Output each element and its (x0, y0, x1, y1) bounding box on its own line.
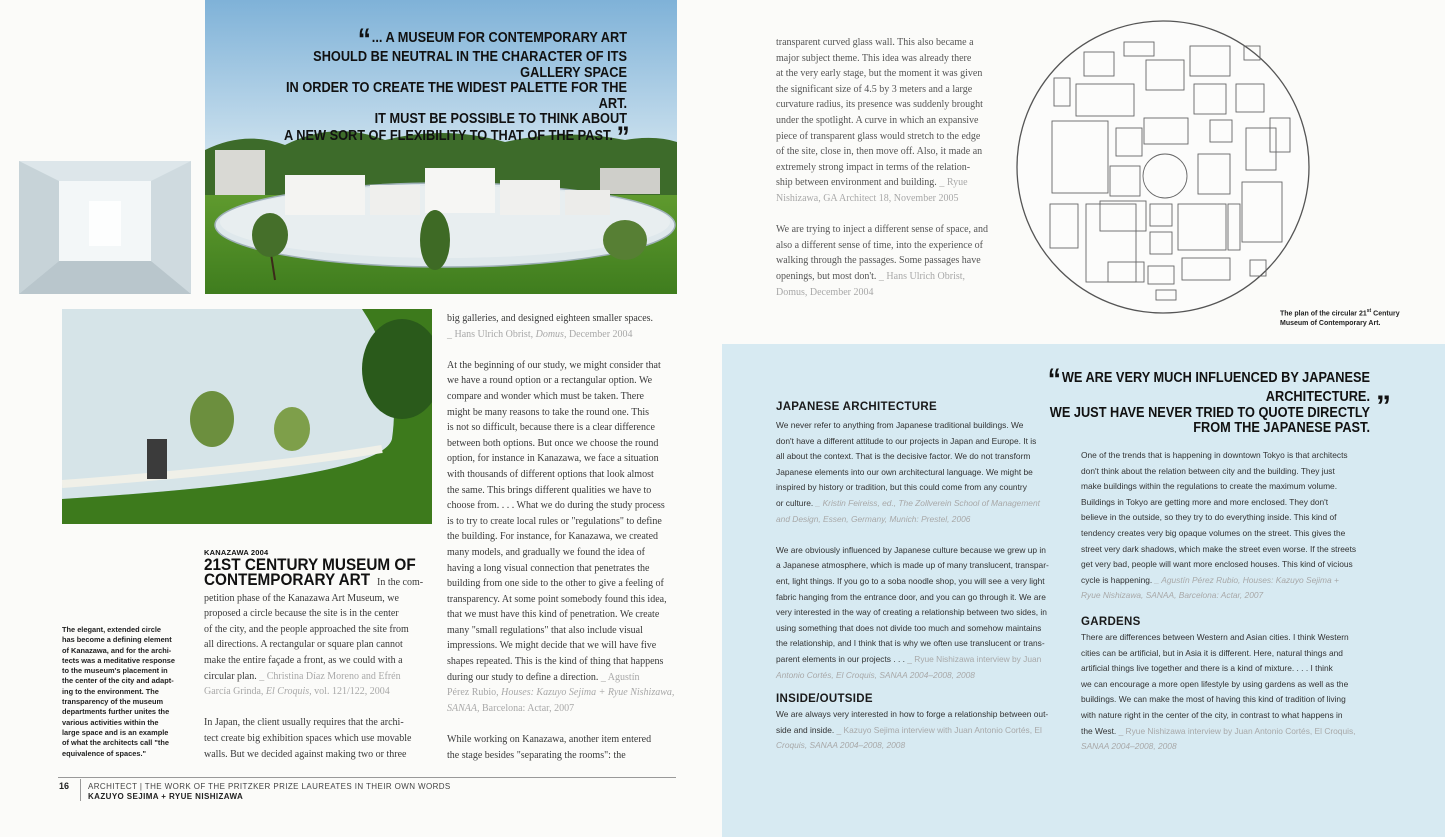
col1-text (204, 570, 426, 762)
body-line: proposed a circle because the site is in the center (204, 608, 399, 620)
citation: _ Hans Ulrich Obrist, (878, 270, 966, 282)
body-line: At the beginning of our study, we might consider that (447, 359, 661, 371)
body-line: or culture. (776, 497, 814, 508)
body-line: all about the context. That is the decisive factor. We do not transform (776, 451, 1031, 462)
close-quote-icon: ” (1376, 390, 1388, 423)
citation: and Design, Essen, Germany, Munich: Prestel, 2006 (776, 513, 971, 524)
citation: Ryue Nishizawa, SANAA, Barcelona: Actar, 2007 (1081, 590, 1264, 601)
body-line: using something that does not divide too much and somehow maintains (776, 622, 1042, 633)
body-line: make the entire façade a front, as we could with a (204, 654, 403, 666)
body-line: artificial things live together and there is a kind of mixture. . . . I think (1081, 663, 1333, 674)
body-line: don't have a different attitude to our projects in Japan and Europe. It is (776, 435, 1037, 446)
caption-line: departments further unites the (62, 707, 170, 717)
body-line: get very bad, people will want more enclosed houses. This kind of vicious (1081, 559, 1353, 570)
body-line: of the site, close in, then move off. Also, it made an (776, 146, 983, 158)
body-line: In Japan, the client usually requires that the archi- (204, 717, 404, 729)
close-quote-icon: ” (616, 120, 627, 154)
body-line: tect create big exhibition spaces which use movable (204, 732, 412, 744)
pull-quote-line: SHOULD BE NEUTRAL IN THE CHARACTER OF ITS GALLERY SPACE (313, 49, 627, 81)
body-line: transparency. At some point somebody found this idea, (447, 593, 667, 605)
section-heading: GARDENS (1081, 615, 1141, 628)
museum-interior-photo (19, 161, 191, 294)
citation: García Grinda, (204, 686, 264, 698)
citation: Pérez Rubio, (447, 687, 499, 699)
pull-quote-line: ... A MUSEUM FOR CONTEMPORARY ART (371, 30, 627, 46)
caption-line: The elegant, extended circle (62, 625, 161, 634)
body-line: cycle is happening. (1081, 574, 1153, 585)
body-line: shapes repeated. This is the kind of thing that happens (447, 656, 664, 668)
caption-line: to the museum's placement in (62, 666, 168, 676)
section-heading: JAPANESE ARCHITECTURE (776, 401, 937, 413)
citation: _ Ryue Nishizawa interview by Juan Antonio Cortés, El Croquis, (1118, 725, 1356, 736)
body-line: many "small regulations" that also include visual (447, 624, 643, 636)
body-line: curvature radius, its presence was suddenly brought (776, 99, 983, 111)
citation: SANAA 2004–2008, 2008 (1081, 741, 1177, 752)
pull-quote-line: IN ORDER TO CREATE THE WIDEST PALETTE FOR THE ART. (286, 80, 627, 112)
caption-text: st (1366, 308, 1372, 314)
citation: Houses: Kazuyo Sejima + Ryue Nishizawa, (501, 687, 675, 699)
body-line: we can encourage a more open lifestyle by using gardens as well as the (1081, 678, 1349, 689)
body-line: walking through the passages. Some passages have (776, 255, 981, 267)
footer-divider (80, 779, 81, 801)
body-line: fabric hanging from the entrance door, and you can go through it. We are (776, 591, 1046, 602)
body-line: building from one side to the other to give a feeling of (447, 578, 664, 590)
body-line: option, for instance in Kanazawa, we face a situation (447, 453, 659, 465)
caption-line: various activities within the (62, 717, 159, 727)
right-col1-text (776, 35, 1016, 300)
body-line: many models, and gradually we found the idea of (447, 546, 645, 558)
body-line: of the city, and the people approached the site from (204, 623, 409, 635)
body-line: extremely strong impact in terms of the relation- (776, 161, 971, 173)
caption-line: equivalence of spaces." (62, 748, 147, 758)
open-quote-icon: “ (1047, 363, 1059, 396)
pull-quote-line: IT MUST BE POSSIBLE TO THINK ABOUT (374, 111, 627, 127)
body-line: under the spotlight. A curve in which an expansive (776, 114, 979, 126)
body-line: don't think about the relation between city and the building. They just (1081, 465, 1335, 476)
citation: SANAA, (447, 702, 480, 714)
citation: El Croquis, (265, 686, 312, 698)
body-line: the same. This brings different qualities we have to (447, 484, 652, 496)
project-label: KANAZAWA 2004 (204, 548, 269, 557)
body-line: big galleries, and designed eighteen smaller spaces. (447, 313, 654, 324)
body-line: that we must have this kind of penetration. We create (447, 609, 660, 621)
body-line: during our study to define a direction. (447, 671, 599, 683)
body-line: a Japanese atmosphere, which is made up of many translucent, transpar- (776, 560, 1049, 571)
page-number: 16 (59, 781, 70, 791)
citation: Domus, (535, 328, 567, 340)
citation: _ Christina Díaz Moreno and Efrén (259, 670, 401, 682)
body-line: also a different sense of time, into the experience of (776, 239, 983, 251)
pull-quote-line: FROM THE JAPANESE PAST. (1193, 420, 1370, 436)
body-line: We are always very interested in how to forge a relationship between out- (776, 709, 1049, 720)
citation: _ Hans Ulrich Obrist, (447, 328, 534, 340)
citation: _ Kristin Feireiss, ed., The Zollverein School of Management (815, 497, 1040, 508)
citation: _ Kazuyo Sejima interview with Juan Antonio Cortés, El (836, 724, 1042, 735)
caption-line: tects was a meditative response (62, 655, 175, 665)
body-line: One of the trends that is happening in downtown Tokyo is that architects (1081, 450, 1348, 460)
body-line: ent, light things. If you go to a soba noodle shop, you will see a very light (776, 575, 1045, 586)
body-line: the relationship, and I think that is why we often use translucent or trans- (776, 638, 1045, 649)
body-line: piece of transparent glass would stretch to the edge (776, 130, 981, 142)
body-line: is not so difficult, because there is a clear difference (447, 422, 655, 434)
body-line: tendency creates very big opaque volumes on the street. This gives the (1081, 527, 1346, 538)
caption-line: of what the architects call "the (62, 738, 169, 748)
body-line: impressions. We might decide that we will have five (447, 640, 657, 652)
footer-names: KAZUYO SEJIMA + RYUE NISHIZAWA (88, 792, 244, 801)
body-line: between both options. But once we choose the round (447, 437, 659, 449)
body-line: having a long visual connection that penetrates the (447, 562, 650, 574)
body-line: major subject theme. This idea was already there (776, 52, 972, 64)
citation: Antonio Cortés, El Croquis, SANAA 2004–2008, 2008 (776, 669, 975, 680)
caption-line: has become a defining element (62, 635, 172, 645)
pull-quote-line: WE JUST HAVE NEVER TRIED TO QUOTE DIRECTLY (1049, 404, 1370, 421)
body-line: circular plan. (204, 670, 257, 682)
japanese-architecture-section (776, 401, 1066, 413)
body-line: petition phase of the Kanazawa Art Museum, we (204, 592, 399, 604)
citation: Domus, December 2004 (776, 286, 874, 298)
body-line: choose from. . . . What we do during the study process (447, 500, 665, 512)
citation: Barcelona: Actar, 2007 (482, 702, 575, 714)
plan-caption (1280, 306, 1400, 329)
citation: December 2004 (568, 328, 633, 340)
caption-text: Century (1371, 310, 1400, 318)
caption-line: the center of the city and adapt- (62, 676, 174, 686)
citation: _ Agustín (600, 671, 640, 683)
caption-line: ing to the environment. The (62, 686, 159, 696)
body-line: compare and wonder which must be taken. There (447, 390, 644, 402)
body-line: We are obviously influenced by Japanese culture because we grew up in (776, 544, 1046, 555)
citation: Croquis, SANAA 2004–2008, 2008 (776, 740, 906, 751)
body-line: openings, but most don't. (776, 270, 877, 282)
footer-series: ARCHITECT | THE WORK OF THE PRITZKER PRIZE LAUREATES IN THEIR OWN WORDS (88, 782, 451, 791)
body-line: at the very early stage, but the moment it was given (776, 68, 983, 80)
tokyo-text (1081, 448, 1373, 755)
citation: _ Ryue Nishizawa interview by Juan (907, 653, 1042, 664)
body-line: buildings. We can make the most of having this kind of tradition of living (1081, 694, 1346, 705)
project-title: CONTEMPORARY ART (204, 570, 371, 589)
body-line: Japanese elements into our own architectural language. We might be (776, 466, 1033, 477)
body-line: with thousands of different options that look almost (447, 468, 654, 480)
body-line: side and inside. (776, 724, 835, 735)
citation: vol. 121/122, 2004 (314, 686, 390, 698)
body-line: There are differences between Western and Asian cities. I think Western (1081, 631, 1349, 642)
body-line: with nature right in the center of the city, in contrast to what happens in (1081, 709, 1343, 720)
body-line: We never refer to anything from Japanese traditional buildings. We (776, 420, 1024, 430)
body-line: we have a round option or a rectangular option. We (447, 375, 653, 387)
body-line: While working on Kanazawa, another item entered (447, 734, 652, 746)
citation: _ Ryue (939, 177, 968, 189)
caption-line: large space and is an example (62, 727, 169, 737)
body-line: ship between environment and building. (776, 177, 937, 189)
body-line: the West. (1081, 725, 1117, 736)
citation: _ Agustín Pérez Rubio, Houses: Kazuyo Sejima + (1154, 574, 1339, 585)
citation: Nishizawa, GA Architect 18, November 2005 (776, 192, 959, 204)
body-line: the stage besides "separating the rooms": the (447, 749, 626, 761)
body-line: is to try to create local rules or "regulations" to define (447, 515, 662, 527)
body-line: parent elements in our projects . . . (776, 653, 905, 664)
body-line: the significant size of 4.5 by 3 meters and a large (776, 83, 973, 95)
pull-quote-line: WE ARE VERY MUCH INFLUENCED BY JAPANESE ARCHITECTURE. (1061, 370, 1370, 405)
body-line: the building. For instance, for Kanazawa, we created (447, 531, 659, 543)
section-heading: INSIDE/OUTSIDE (776, 693, 873, 706)
caption-text: Museum of Contemporary Art. (1280, 320, 1381, 328)
body-line: Buildings in Tokyo are getting more and more enclosed. They don't (1081, 496, 1329, 507)
footer-rule (58, 777, 676, 778)
caption-line: of Kanazawa, and for the archi- (62, 645, 172, 655)
body-line: walls. But we decided against making two or three (204, 748, 407, 760)
pull-quote-left (215, 23, 627, 154)
body-line: transparent curved glass wall. This also became a (776, 37, 974, 48)
pull-quote-line: A NEW SORT OF FLEXIBILITY TO THAT OF THE PAST. (283, 127, 613, 144)
body-line: might be many reasons to take the round one. This (447, 406, 649, 418)
body-line: inspired by history or tradition, but this could come from any country (776, 482, 1027, 493)
circular-floor-plan (1014, 18, 1312, 316)
body-line: all directions. A rectangular or square plan cannot (204, 639, 403, 651)
photo-caption (62, 625, 187, 759)
body-line: believe in the outside, so they try to do everything inside. This kind of (1081, 512, 1337, 523)
body-line: We are trying to inject a different sense of space, and (776, 224, 988, 236)
body-line: cities can be artificial, but in Asia it is different. Here, natural things and (1081, 647, 1343, 658)
body-line: street very dark shadows, which make the street even worse. If the streets (1081, 543, 1357, 554)
japanese-architecture-text (776, 418, 1068, 754)
caption-line: transparency of the museum (62, 697, 164, 707)
body-line: make buildings within the regulations to create the maximum volume. (1081, 481, 1338, 492)
col2-text (447, 311, 679, 763)
body-text: In the com- (377, 577, 424, 588)
glass-wall-photo (62, 309, 432, 524)
body-line: very interested in the way of creating a relationship between two sides, in (776, 607, 1047, 618)
project-title: 21ST CENTURY MUSEUM OF (204, 555, 416, 574)
caption-text: The plan of the circular 21 (1280, 310, 1367, 318)
open-quote-icon: “ (357, 23, 369, 56)
